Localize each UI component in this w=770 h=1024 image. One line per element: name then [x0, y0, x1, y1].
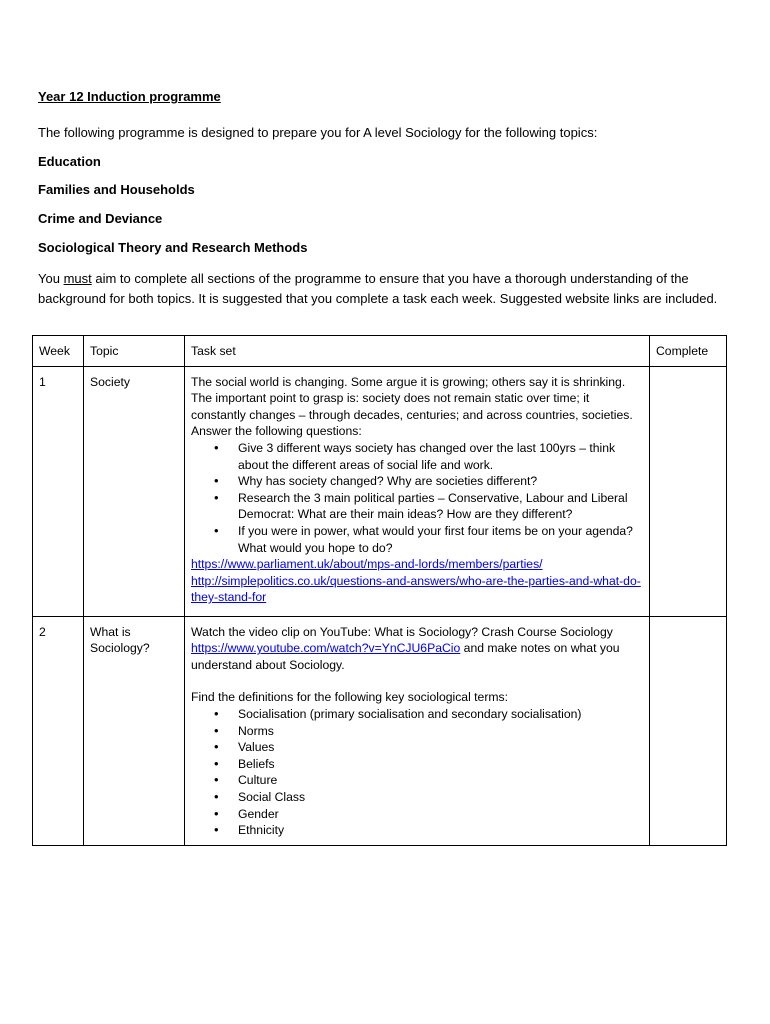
table-row — [33, 366, 727, 616]
page-title: Year 12 Induction programme — [38, 89, 221, 104]
list-item: • Gender — [238, 806, 643, 823]
video-post: and make notes on what you understand about Sociology. — [191, 641, 620, 672]
intro-text: The following programme is designed to prepare you for A level Sociology for the following topics: — [38, 125, 598, 140]
definitions-intro: Find the definitions for the following key sociological terms: — [191, 690, 509, 705]
video-instructions — [191, 624, 643, 674]
week-cell: 1 — [33, 366, 84, 616]
list-item: • Values — [238, 739, 643, 756]
header-week: Week — [33, 336, 84, 367]
para-post: aim to complete all sections of the programme to ensure that you have a thorough understanding of the background for both topics. It is suggested that you complete a task each week. Suggested website links are included. — [38, 271, 718, 306]
table-header-row — [33, 336, 727, 367]
youtube-link[interactable]: https://www.youtube.com/watch?v=YnCJU6PaCio — [191, 641, 461, 656]
list-item: • Culture — [238, 772, 643, 789]
task-cell — [185, 366, 650, 616]
task-intro: The social world is changing. Some argue it is growing; others say it is shrinking. The important point to grasp is: society does not remain static over time; it constantly changes – through decades, centuries; and across countries, societies. Answer the following questions: — [191, 374, 633, 439]
header-topic: Topic — [84, 336, 185, 367]
list-item: • If you were in power, what would your first four items be on your agenda? What would you hope to do? — [238, 523, 643, 556]
parliament-link[interactable]: https://www.parliament.uk/about/mps-and-lords/members/parties/ — [191, 557, 543, 572]
topic-education: Education — [38, 154, 101, 169]
topic-families: Families and Households — [38, 182, 195, 197]
header-task: Task set — [185, 336, 650, 367]
list-item: • Social Class — [238, 789, 643, 806]
topic-cell: What is Sociology? — [84, 616, 185, 845]
week-cell: 2 — [33, 616, 84, 845]
list-item: • Ethnicity — [238, 822, 643, 839]
topic-crime: Crime and Deviance — [38, 211, 163, 226]
complete-cell[interactable] — [650, 366, 727, 616]
topic-theory: Sociological Theory and Research Methods — [38, 240, 308, 255]
topic-cell: Society — [84, 366, 185, 616]
task-bullet-list — [191, 440, 643, 556]
para-must: must — [63, 271, 92, 286]
complete-cell[interactable] — [650, 616, 727, 845]
programme-table — [32, 335, 727, 846]
list-item: • Why has society changed? Why are societies different? — [238, 473, 643, 490]
simplepolitics-link[interactable]: http://simplepolitics.co.uk/questions-and-answers/who-are-the-parties-and-what-do-they-stand-for — [191, 573, 641, 605]
instructions-paragraph — [38, 269, 718, 308]
table-row — [33, 616, 727, 845]
list-item: • Socialisation (primary socialisation and secondary socialisation) — [238, 706, 643, 723]
list-item: • Norms — [238, 723, 643, 740]
para-pre: You — [38, 271, 64, 286]
task-cell — [185, 616, 650, 845]
list-item: • Research the 3 main political parties – Conservative, Labour and Liberal Democrat: What are their main ideas? How are they different? — [238, 490, 643, 523]
terms-bullet-list — [191, 706, 643, 839]
video-intro: Watch the video clip on YouTube: What is Sociology? Crash Course Sociology — [191, 624, 613, 639]
header-complete: Complete — [650, 336, 727, 367]
spacer — [191, 673, 643, 689]
list-item: • Give 3 different ways society has changed over the last 100yrs – think about the different areas of social life and work. — [238, 440, 643, 473]
list-item: • Beliefs — [238, 756, 643, 773]
